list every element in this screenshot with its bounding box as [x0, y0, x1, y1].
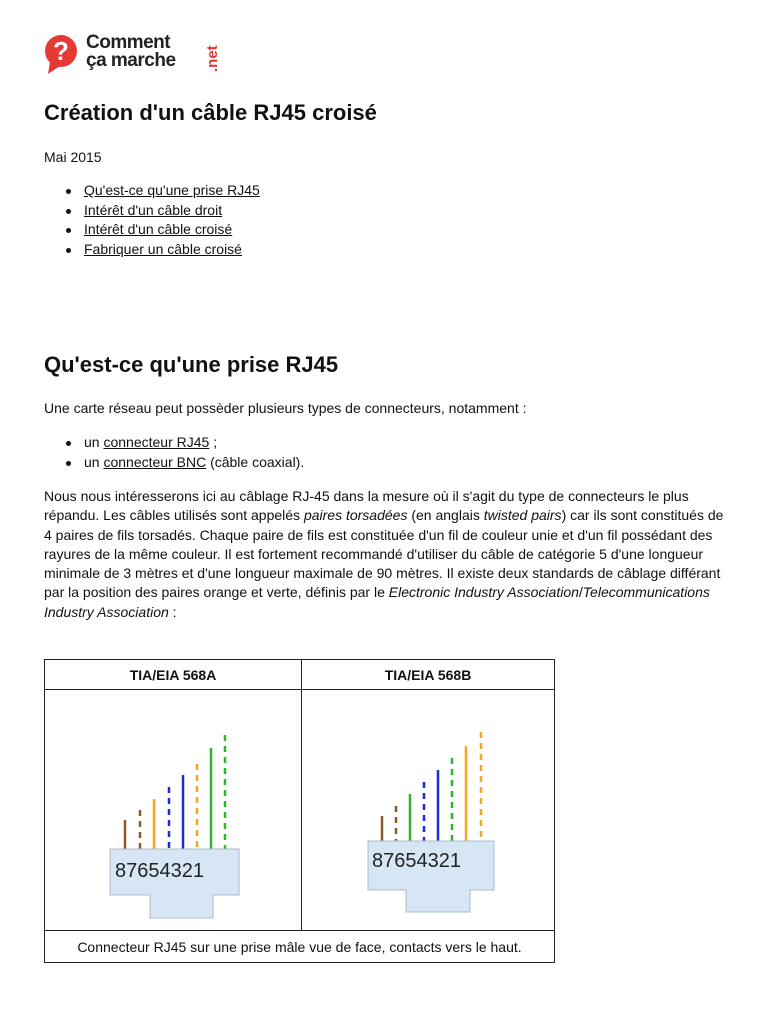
toc-link-straight-cable[interactable]: Intérêt d'un câble droit: [84, 201, 223, 218]
pin-labels: 87654321: [115, 860, 204, 882]
pin-labels: 87654321: [372, 850, 461, 872]
svg-text:?: ?: [53, 36, 69, 66]
list-item: un connecteur RJ45 ;: [44, 433, 304, 453]
link-rj45-connector[interactable]: connecteur RJ45: [103, 434, 210, 450]
header-568a: TIA/EIA 568A: [45, 660, 302, 690]
toc-link-rj45[interactable]: Qu'est-ce qu'une prise RJ45: [84, 182, 260, 198]
wiring-table: [44, 659, 555, 963]
toc-item: [44, 181, 260, 201]
section-heading-rj45: Qu'est-ce qu'une prise RJ45: [44, 352, 339, 377]
publish-date: Mai 2015: [44, 149, 102, 165]
table-caption: Connecteur RJ45 sur une prise mâle vue de face, contacts vers le haut.: [45, 931, 555, 963]
intro-paragraph: Une carte réseau peut possèder plusieurs types de connecteurs, notamment :: [44, 400, 527, 416]
diagram-568b: [302, 690, 555, 931]
toc-item: [44, 201, 260, 221]
rj45-568b-diagram: [302, 690, 554, 930]
logo-tld: .net: [204, 45, 221, 72]
question-bubble-icon: [44, 34, 82, 76]
diagram-568a: [45, 690, 302, 931]
body-paragraph: Nous nous intéresserons ici au câblage RJ-45 dans la mesure où il s'agit du type de connecteurs le plus répandu. Les câbles utilisés sont appelés paires torsadées (en anglais twisted pairs) car ils sont constitués de 4 paires de fils torsadés. Chaque paire de fils est constituée d'un fil de couleur unie et d'un fil possédant des rayures de la même couleur. Il est fortement recommandé d'utiliser du câble de catégorie 5 d'une longueur minimale de 3 mètres et d'une longueur maximale de 90 mètres. Il existe deux standards de câblage différant par la position des paires orange et verte, définis par le Electronic Industry Association/Telecommunications Industry Association :: [44, 488, 724, 620]
rj45-568a-diagram: [45, 690, 301, 930]
toc-link-crossover-interest[interactable]: Intérêt d'un câble croisé: [84, 221, 233, 237]
logo-wordmark: Comment ça marche: [86, 32, 176, 71]
link-bnc-connector[interactable]: connecteur BNC: [103, 453, 207, 470]
toc-item: [44, 220, 260, 240]
table-of-contents: [44, 181, 260, 259]
site-logo[interactable]: [44, 32, 221, 80]
toc-link-make-crossover[interactable]: Fabriquer un câble croisé: [84, 240, 242, 257]
connector-list: [44, 433, 304, 472]
header-568b: TIA/EIA 568B: [302, 660, 555, 690]
toc-item: [44, 240, 260, 260]
page-title: Création d'un câble RJ45 croisé: [44, 100, 377, 125]
list-item: un connecteur BNC (câble coaxial).: [44, 453, 304, 473]
